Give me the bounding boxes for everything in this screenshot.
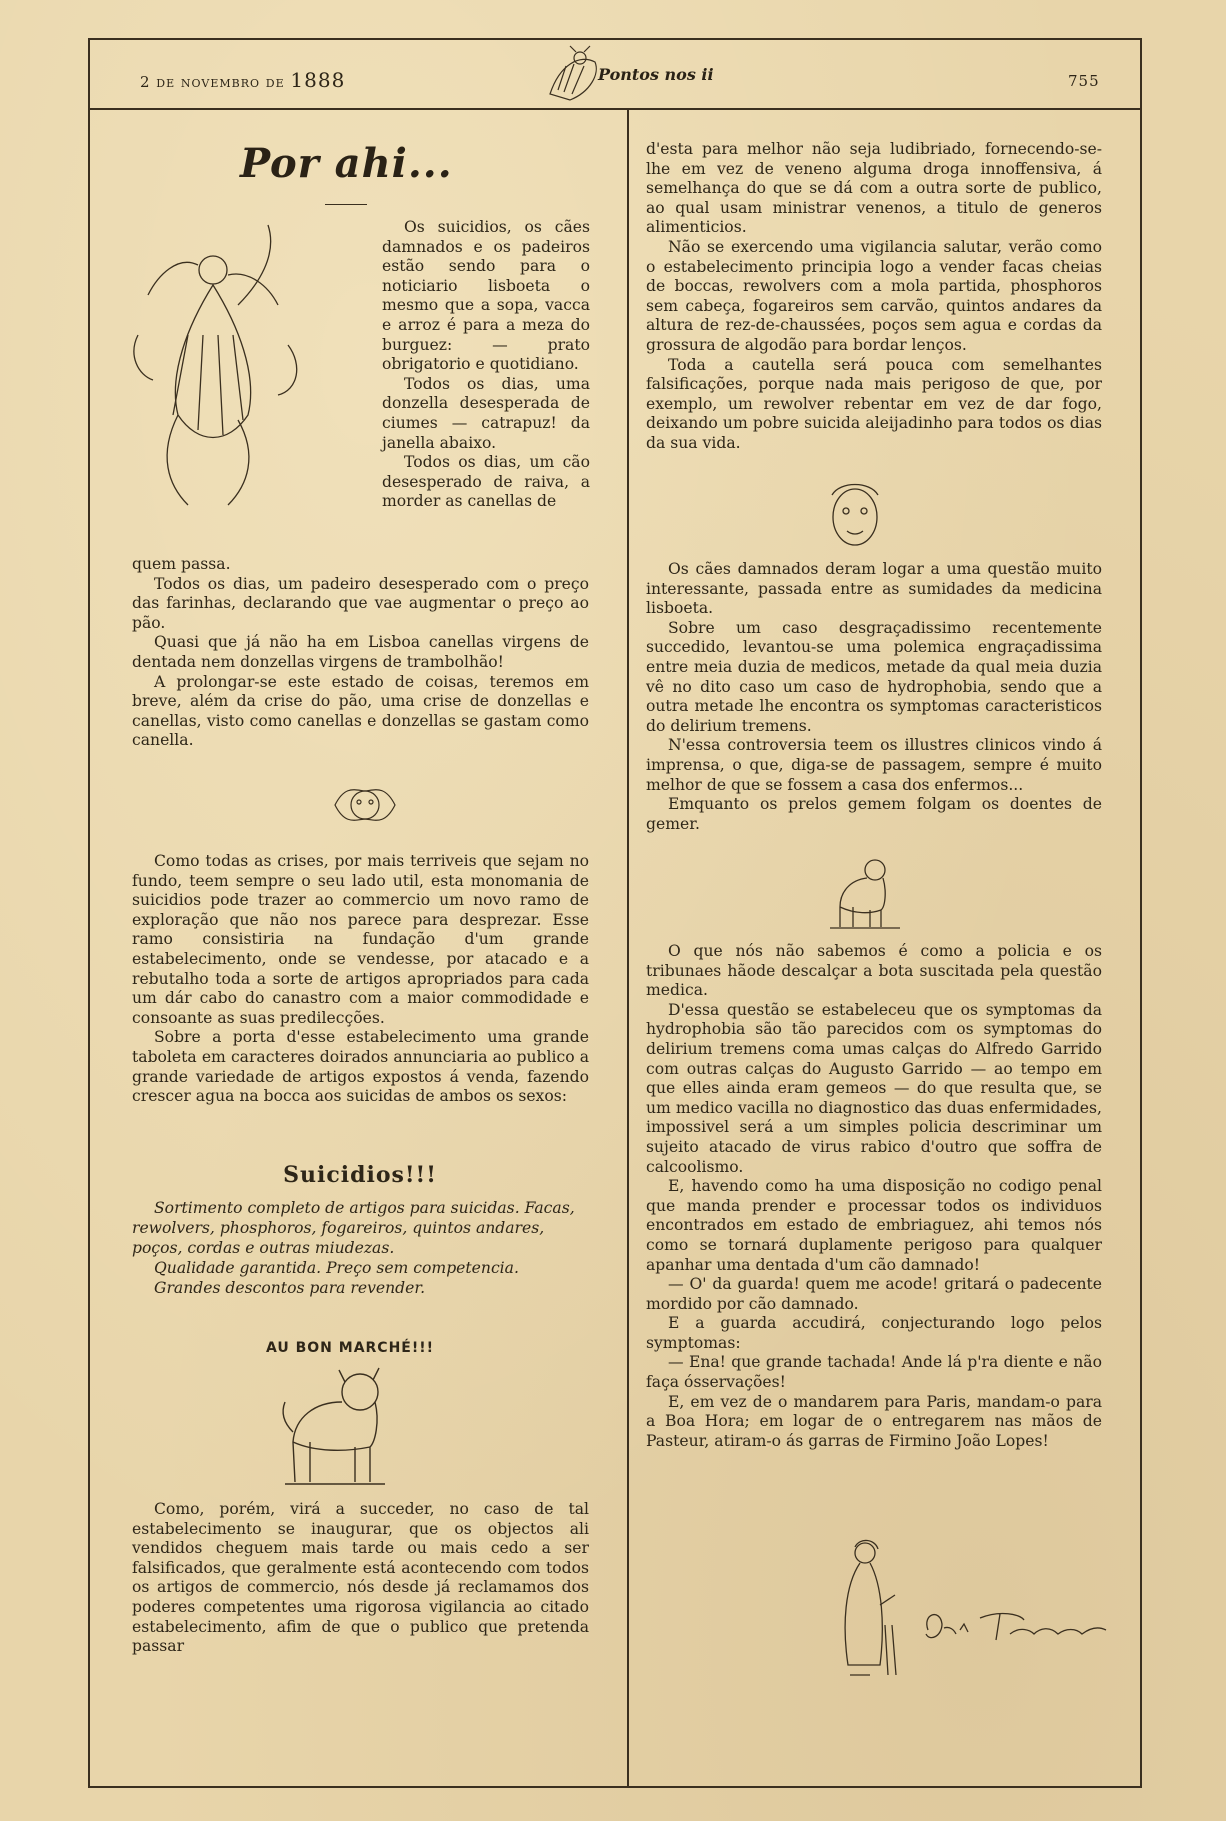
paragraph: A prolongar-se este estado de coisas, teremos em breve, além da crise do pão, uma crise de donzellas e canellas, visto como canellas e donzellas se gastam como canella. [132,672,589,750]
left-column-block-3 [132,1500,589,1657]
paragraph: Como todas as crises, por mais terriveis que sejam no fundo, teem sempre o seu lado util, esta monomania de suicidios pode trazer ao commercio um novo ramo de exploração que não nos parece para desprezar. Esse ramo consistiria na fundação d'um grande estabelecimento, onde se vendesse, por atacado e a rebutalho toda a sorte de artigos apropriados para cada um dár cabo do canastro com a maior commodidade e consoante as suas predilecções. [132,852,589,1027]
paragraph: O que nós não sabemos é como a policia e os tribunaes hãode descalçar a bota suscitada pela questão medica. [646,942,1102,1000]
right-column-block-2 [646,560,1102,834]
paragraph: quem passa. [132,555,231,573]
paragraph: Não se exercendo uma vigilancia salutar, verão como o estabelecimento principia logo a vender facas cheias de boccas, rewolvers com a mola partida, phosphoros sem cabeça, fogareiros sem carvão, quintos andares da altura de rez-de-chaussées, poços sem agua e cordas da grossura de algodão para bordar lenços. [646,237,1102,354]
masthead-text: Pontos nos ii [598,65,714,84]
right-column-block-1 [646,140,1102,454]
sign-line: Grandes descontos para revender. [154,1279,426,1297]
paragraph: Os cães damnados deram logar a uma questão muito interessante, passada entre as sumidades da medicina lisboeta. [646,560,1102,618]
shop-sign-heading: Suicidios!!! [283,1162,437,1188]
paragraph: E a guarda accudirá, conjecturando logo pelos symptomas: [646,1314,1102,1352]
date-prefix: 2 de novembro de [140,73,291,91]
falling-woman-illustration [118,215,318,515]
issue-date [140,68,345,92]
paragraph: E, havendo como ha uma disposição no codigo penal que manda prender e processar todos os individuos encontrados em estado de embriaguez, ahi temos nós como se tornará duplamente perigoso para qualquer apanhar uma dentada d'um cão damnado! [646,1177,1102,1274]
au-bon-marche: AU BON MARCHÉ!!! [265,1340,435,1356]
cloaked-figure-illustration [830,1535,910,1685]
paragraph: Todos os dias, um cão desesperado de raiva, a morder as canellas de [382,453,590,511]
paragraph: Como, porém, virá a succeder, no caso de tal estabelecimento se inaugurar, que os objectos ali vendidos cheguem mais tarde ou mais cedo a ser falsificados, que geralmente está acontecendo com todos os artigos de commercio, nós desde já reclamamos dos poderes competentes uma rigorosa vigilancia ao citado estabelecimento, afim de que o publico que pretenda passar [132,1500,589,1656]
left-column-block-2 [132,852,589,1107]
paragraph: E, em vez de o mandarem para Paris, mandam-o para a Boa Hora; em logar de o entregarem nas mãos de Pasteur, atiram-o ás garras de Firmino João Lopes! [646,1392,1102,1450]
dog-illustration [275,1362,405,1492]
paragraph: N'essa controversia teem os illustres clinicos vindo á imprensa, o que, diga-se de passagem, sempre é muito melhor de que se fossem a casa dos enfermos... [646,736,1102,794]
sign-line: Sortimento completo de artigos para suicidas. Facas, rewolvers, phosphoros, fogareiros, quintos andares, poços, cordas e outras miudezas. [132,1199,575,1257]
paragraph: Toda a cautella será pouca com semelhantes falsificações, porque nada mais perigoso de que, por exemplo, um rewolver rebentar em vez de dar fogo, deixando um pobre suicida aleijadinho para todos os dias da sua vida. [646,355,1102,452]
paragraph: Emquanto os prelos gemem folgam os doentes de gemer. [646,795,1102,833]
intro-wrap-text [382,218,590,512]
small-dog-illustration [825,852,905,932]
article-title: Por ahi... [240,140,453,187]
date-year: 1888 [290,68,346,92]
masthead-logo [540,44,714,106]
author-signature [920,1600,1110,1650]
paragraph: — Ena! que grande tachada! Ande lá p'ra diente e não faça ósservações! [646,1353,1102,1392]
paragraph: D'essa questão se estabeleceu que os symptomas da hydrophobia são tão parecidos com os symptomas do delirium tremens coma umas calças do Alfredo Garrido com outras calças do Augusto Garrido — ao tempo em que elles ainda eram gemeos — do que resulta que, se um medico vacilla no diagnostico das duas enfermidades, impossivel será a um simples policia descriminar um sujeito atacado de virus rabico d'outro que soffra de calcoolismo. [646,1000,1102,1176]
paragraph: Todos os dias, uma donzella desesperada de ciumes — catrapuz! da janella abaixo. [382,374,590,452]
face-ornament-icon [820,475,890,555]
column-rule [627,110,629,1786]
paragraph: d'esta para melhor não seja ludibriado, fornecendo-se-lhe em vez de veneno alguma droga innoffensiva, á semelhança do que se dá com a outra sorte de publico, ao qual usam ministrar venenos, a titulo de generos alimenticios. [646,140,1102,237]
sign-line: Qualidade garantida. Preço sem competencia. [154,1259,519,1277]
paragraph: Todos os dias, um padeiro desesperado com o preço das farinhas, declarando que vae augmentar o preço ao pão. [132,574,589,632]
paragraph: Sobre a porta d'esse estabelecimento uma grande taboleta em caracteres doirados annunciaria ao publico a grande variedade de artigos expostos á venda, fazendo crescer agua na bocca aos suicidas de ambos os sexos: [132,1028,589,1106]
title-rule [325,204,367,205]
right-column-block-3 [646,942,1102,1451]
ornament-icon [325,775,405,835]
page-number: 755 [1068,72,1100,90]
paragraph: Sobre um caso desgraçadissimo recentemente succedido, levantou-se uma polemica engraçadissima entre meia duzia de medicos, metade da qual meia duzia vê no dito caso um caso de hydrophobia, sendo que a outra metade lhe encontra os symptomas caracteristicos do delirium tremens. [646,618,1102,735]
paragraph: Os suicidios, os cães damnados e os padeiros estão sendo para o noticiario lisboeta o mesmo que a sopa, vacca e arroz é para a meza do burguez: — prato obrigatorio e quotidiano. [382,218,590,374]
shop-sign-text [132,1198,589,1298]
paragraph: — O' da guarda! quem me acode! gritará o padecente mordido por cão damnado. [646,1275,1102,1313]
left-column-block-1 [132,555,589,751]
paragraph: Quasi que já não ha em Lisboa canellas virgens de dentada nem donzellas virgens de trambolhão! [132,633,589,671]
